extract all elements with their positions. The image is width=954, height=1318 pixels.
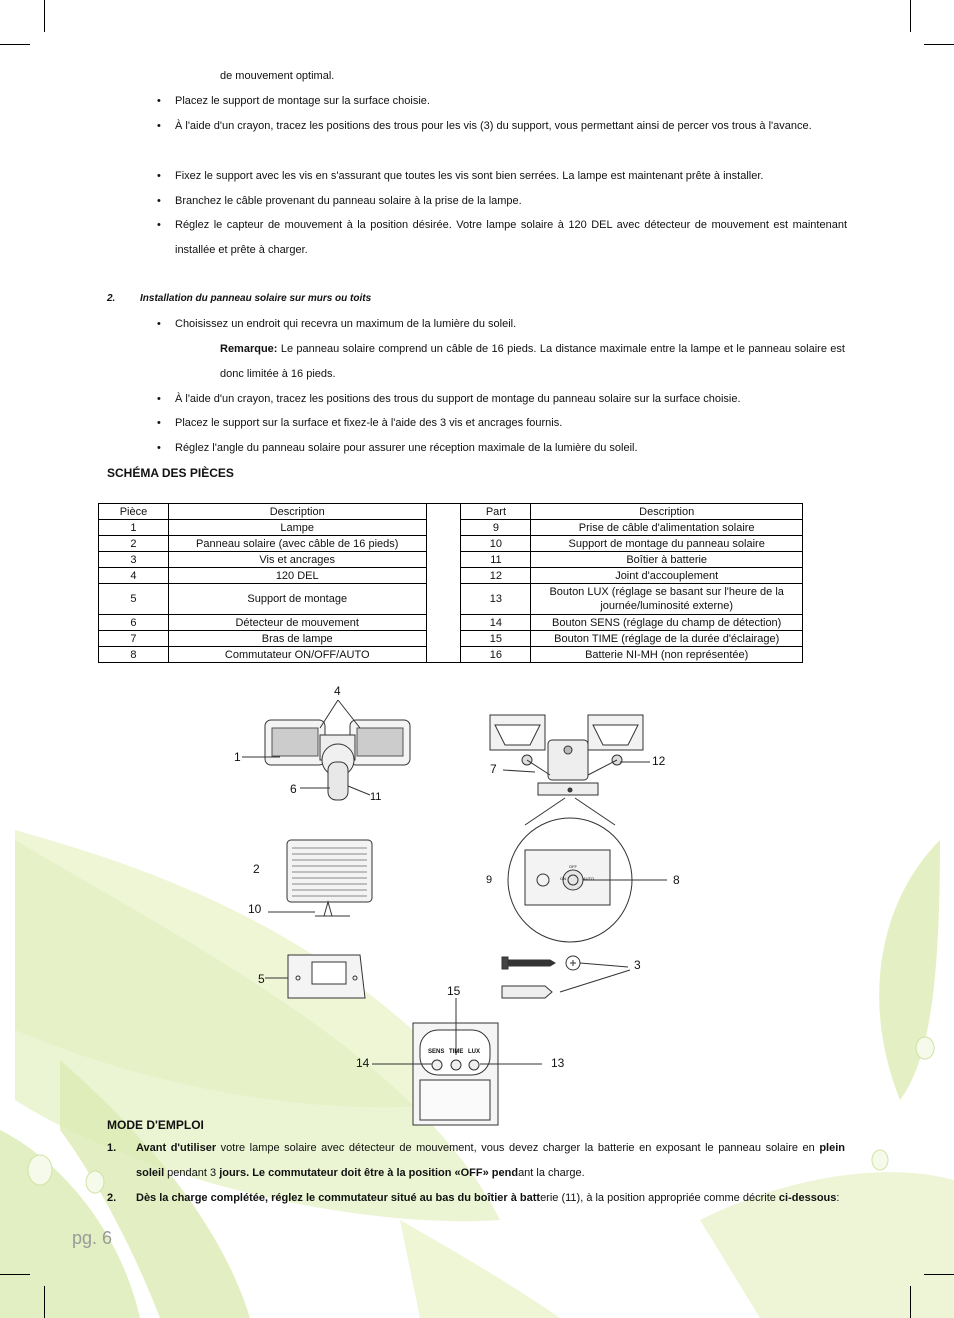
table-cell: 3 bbox=[99, 552, 169, 568]
table-cell: 7 bbox=[99, 631, 169, 647]
table-cell: 11 bbox=[461, 552, 531, 568]
table-cell: Panneau solaire (avec câble de 16 pieds) bbox=[168, 536, 426, 552]
step-plain: ant la charge. bbox=[518, 1167, 585, 1179]
table-gap bbox=[426, 504, 461, 663]
table-cell: 16 bbox=[461, 647, 531, 663]
diagram-label: 6 bbox=[290, 782, 297, 796]
list-item bbox=[175, 114, 847, 139]
knob-label-sens: SENS bbox=[428, 1049, 445, 1055]
section-title: Installation du panneau solaire sur murs ou toits bbox=[140, 293, 372, 304]
table-cell: 4 bbox=[99, 568, 169, 584]
diagram-label: 5 bbox=[258, 972, 265, 986]
step-plain: erie (11), à la position appropriée comme décrite bbox=[540, 1192, 779, 1204]
diagram-label: 10 bbox=[248, 902, 262, 916]
step-bold: ci-dessous bbox=[778, 1192, 837, 1204]
step-text bbox=[136, 1186, 845, 1211]
step-number: 1. bbox=[107, 1142, 117, 1154]
parts-diagram bbox=[220, 680, 680, 1130]
step-bold: Dès la charge complétée, réglez le commutateur situé au bas du boîtier à batt bbox=[136, 1192, 541, 1204]
remark-note bbox=[220, 337, 845, 387]
diagram-label: 12 bbox=[652, 754, 666, 768]
table-cell: Batterie NI-MH (non représentée) bbox=[531, 647, 803, 663]
diagram-label: 11 bbox=[370, 791, 382, 803]
instructions-heading: MODE D'EMPLOI bbox=[107, 1118, 204, 1132]
screws-illustration bbox=[502, 956, 630, 998]
switch-label-on: ON bbox=[560, 876, 566, 881]
instruction-step bbox=[107, 1186, 845, 1236]
step-bold: plein soleil bbox=[136, 1142, 845, 1179]
diagram-label: 9 bbox=[486, 874, 493, 886]
table-header-row bbox=[99, 504, 803, 520]
table-cell: Support de montage bbox=[168, 584, 426, 615]
list-item-text: • À l'aide d'un crayon, tracez les positions des trous pour les vis (3) du support, vous permettant ainsi de percer vos trous à l'avance. bbox=[175, 120, 812, 132]
list-item: • Placez le support de montage sur la surface choisie. bbox=[175, 89, 847, 114]
table-cell: Bouton TIME (réglage de la durée d'éclairage) bbox=[531, 631, 803, 647]
table-cell: Bouton SENS (réglage du champ de détection) bbox=[531, 615, 803, 631]
crop-mark bbox=[0, 44, 30, 45]
table-cell: 8 bbox=[99, 647, 169, 663]
instruction-step bbox=[107, 1136, 845, 1186]
diagram-label: 14 bbox=[356, 1056, 370, 1070]
switch-zoom-illustration bbox=[508, 798, 667, 942]
switch-label-auto: AUTO bbox=[583, 876, 595, 881]
table-cell: Commutateur ON/OFF/AUTO bbox=[168, 647, 426, 663]
table-cell: 5 bbox=[99, 584, 169, 615]
table-cell: Bouton LUX (réglage se basant sur l'heure de la journée/luminosité externe) bbox=[531, 584, 803, 615]
diagram-label: 8 bbox=[673, 873, 680, 887]
table-cell: Prise de câble d'alimentation solaire bbox=[531, 520, 803, 536]
crop-mark bbox=[910, 0, 911, 32]
step-plain: votre lampe solaire avec détecteur de mouvement, vous devez charger la batterie en exposant le panneau solaire en bbox=[216, 1142, 820, 1154]
table-header: Pièce bbox=[99, 504, 169, 520]
table-cell: Lampe bbox=[168, 520, 426, 536]
switch-label-off: OFF bbox=[569, 864, 577, 869]
table-cell: 1 bbox=[99, 520, 169, 536]
list-item: • Réglez le capteur de mouvement à la position désirée. Votre lampe solaire à 120 DEL avec détecteur de mouvement est maintenant installée et prête à charger. bbox=[175, 213, 847, 263]
crop-mark bbox=[44, 1286, 45, 1318]
table-cell: 120 DEL bbox=[168, 568, 426, 584]
diagram-label: 15 bbox=[447, 984, 461, 998]
step-number: 2. bbox=[107, 1192, 117, 1204]
section-heading bbox=[107, 293, 371, 304]
step-bold: Avant d'utiliser bbox=[136, 1142, 217, 1154]
lamp-front-illustration bbox=[242, 700, 410, 800]
step-text bbox=[136, 1136, 845, 1186]
parts-table bbox=[98, 503, 803, 663]
table-cell: 6 bbox=[99, 615, 169, 631]
table-header: Part bbox=[461, 504, 531, 520]
table-cell: 15 bbox=[461, 631, 531, 647]
table-cell: Boîtier à batterie bbox=[531, 552, 803, 568]
continuation-text: de mouvement optimal. bbox=[220, 70, 335, 82]
crop-mark bbox=[910, 1286, 911, 1318]
remark-text: Le panneau solaire comprend un câble de 16 pieds. La distance maximale entre la lampe et le panneau solaire est donc limitée à 16 pieds. bbox=[220, 343, 845, 380]
list-item: • Fixez le support avec les vis en s'assurant que toutes les vis sont bien serrées. La lampe est maintenant prête à installer. bbox=[175, 164, 847, 189]
parts-heading: SCHÉMA DES PIÈCES bbox=[107, 466, 234, 480]
crop-mark bbox=[44, 0, 45, 32]
diagram-label: 13 bbox=[551, 1056, 565, 1070]
table-cell: 9 bbox=[461, 520, 531, 536]
knob-label-time: TIME bbox=[449, 1049, 464, 1055]
table-cell: 14 bbox=[461, 615, 531, 631]
knob-label-lux: LUX bbox=[468, 1049, 480, 1055]
table-cell: 2 bbox=[99, 536, 169, 552]
solar-panel-illustration bbox=[268, 840, 372, 916]
diagram-label: 2 bbox=[253, 862, 260, 876]
list-item: • Branchez le câble provenant du panneau solaire à la prise de la lampe. bbox=[175, 189, 847, 214]
section-number: 2. bbox=[107, 293, 116, 304]
list-item: • Réglez l'angle du panneau solaire pour assurer une réception maximale de la lumière du soleil. bbox=[175, 436, 847, 461]
table-cell: 10 bbox=[461, 536, 531, 552]
table-cell: 12 bbox=[461, 568, 531, 584]
table-cell: Joint d'accouplement bbox=[531, 568, 803, 584]
lamp-back-illustration bbox=[490, 715, 650, 795]
diagram-label: 4 bbox=[334, 684, 341, 698]
table-header: Description bbox=[168, 504, 426, 520]
mounting-bracket-illustration bbox=[265, 955, 365, 998]
page-number: pg. 6 bbox=[72, 1228, 113, 1248]
table-cell: Bras de lampe bbox=[168, 631, 426, 647]
table-cell: Support de montage du panneau solaire bbox=[531, 536, 803, 552]
crop-mark bbox=[0, 1274, 30, 1275]
crop-mark bbox=[924, 1274, 954, 1275]
remark-label: Remarque: bbox=[220, 343, 278, 355]
step-plain: : bbox=[836, 1192, 840, 1204]
step-bold: jours. Le commutateur doit être à la position «OFF» pend bbox=[219, 1167, 519, 1179]
table-cell: Détecteur de mouvement bbox=[168, 615, 426, 631]
table-cell: Vis et ancrages bbox=[168, 552, 426, 568]
table-header: Description bbox=[531, 504, 803, 520]
table-cell: 13 bbox=[461, 584, 531, 615]
diagram-label: 7 bbox=[490, 762, 497, 776]
crop-mark bbox=[924, 44, 954, 45]
list-item: • Placez le support sur la surface et fixez-le à l'aide des 3 vis et ancrages fournis. bbox=[175, 411, 847, 436]
list-item: • Choisissez un endroit qui recevra un maximum de la lumière du soleil. bbox=[175, 312, 847, 337]
diagram-label: 1 bbox=[234, 750, 241, 764]
list-item: • À l'aide d'un crayon, tracez les positions des trous du support de montage du panneau solaire sur la surface choisie. bbox=[175, 387, 847, 412]
battery-box-illustration bbox=[372, 998, 542, 1125]
diagram-label: 3 bbox=[634, 958, 641, 972]
step-plain: pendant 3 bbox=[164, 1167, 220, 1179]
